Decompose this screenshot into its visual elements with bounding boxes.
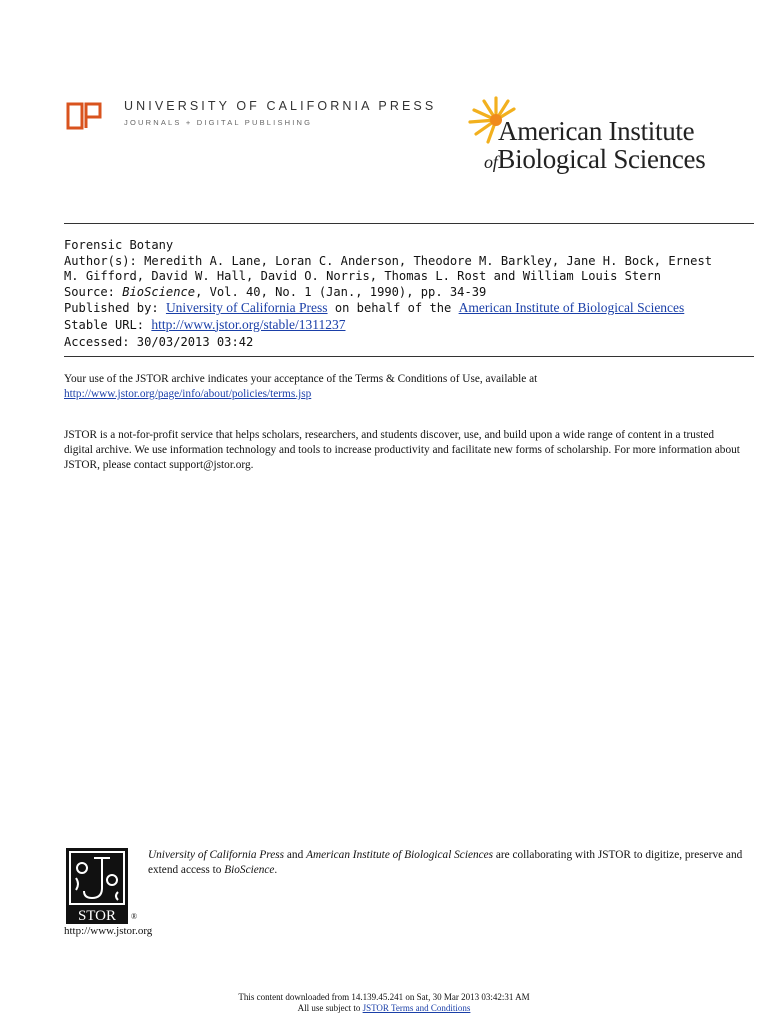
ucp-logo-icon (66, 101, 102, 131)
terms-paragraph (64, 372, 744, 402)
aibs-name-line2 (484, 144, 705, 175)
aibs-name-line1: American Institute (498, 116, 695, 146)
published-label: Published by: (64, 301, 166, 315)
article-metadata (64, 238, 754, 351)
registered-mark: ® (131, 912, 138, 921)
published-line (64, 300, 754, 317)
collab-publisher: University of California Press (148, 849, 285, 861)
stable-url-label: Stable URL: (64, 317, 152, 332)
bottom-rule (64, 356, 754, 357)
collab-and: and (284, 849, 307, 861)
collab-society: American Institute of Biological Sciences (306, 849, 494, 861)
source-line (64, 285, 754, 301)
aibs-of: of (484, 152, 498, 172)
ucp-subtitle: JOURNALS + DIGITAL PUBLISHING (124, 118, 313, 127)
source-details: , Vol. 40, No. 1 (Jan., 1990), pp. 34-39 (195, 284, 487, 299)
jstor-logo-text: STOR (77, 908, 117, 924)
jstor-url[interactable]: http://www.jstor.org (64, 925, 153, 937)
terms-link[interactable]: http://www.jstor.org/page/info/about/policies/terms.jsp (64, 388, 312, 400)
stable-url-link[interactable]: http://www.jstor.org/stable/1311237 (151, 316, 346, 332)
footer-terms-line (0, 1003, 768, 1014)
collab-rest: are collaborating with JSTOR to digitize, preserve and extend access to (148, 849, 743, 876)
stable-url-line (64, 317, 754, 334)
jstor-logo-icon (66, 848, 128, 924)
about-paragraph: JSTOR is a not-for-profit service that helps scholars, researchers, and students discover, use, and build upon a wide range of content in a trusted digital archive. We use information technology and tools to increase productivity and facilitate new forms of scholarship. For more information about JSTOR, please contact support@jstor.org. (64, 429, 740, 471)
collab-end: . (274, 864, 278, 876)
source-journal: BioScience (122, 284, 196, 299)
terms-text: Your use of the JSTOR archive indicates your acceptance of the Terms & Conditions of Use, available at (64, 373, 538, 385)
top-rule (64, 223, 754, 224)
footer-download-line: This content downloaded from 14.139.45.241 on Sat, 30 Mar 2013 03:42:31 AM (238, 992, 530, 1002)
footer (0, 992, 768, 1014)
society-link[interactable]: American Institute of Biological Sciences (458, 300, 685, 315)
publisher-link[interactable]: University of California Press (165, 300, 328, 315)
authors-line1: Author(s): Meredith A. Lane, Loran C. Anderson, Theodore M. Barkley, Jane H. Bock, Ernest (64, 253, 713, 268)
source-label: Source: (64, 284, 123, 299)
article-title: Forensic Botany (64, 238, 174, 252)
published-mid: on behalf of the (327, 301, 459, 315)
collab-journal: BioScience (224, 864, 275, 876)
authors-line2: M. Gifford, David W. Hall, David O. Norris, Thomas L. Rost and William Louis Stern (64, 269, 662, 283)
ucp-title: UNIVERSITY OF CALIFORNIA PRESS (124, 99, 437, 113)
aibs-name-line2-text: Biological Sciences (497, 144, 706, 174)
collaboration-text (148, 848, 748, 878)
footer-terms-link[interactable]: JSTOR Terms and Conditions (362, 1003, 471, 1013)
footer-terms-prefix: All use subject to (297, 1003, 363, 1013)
accessed-line: Accessed: 30/03/2013 03:42 (64, 335, 254, 349)
